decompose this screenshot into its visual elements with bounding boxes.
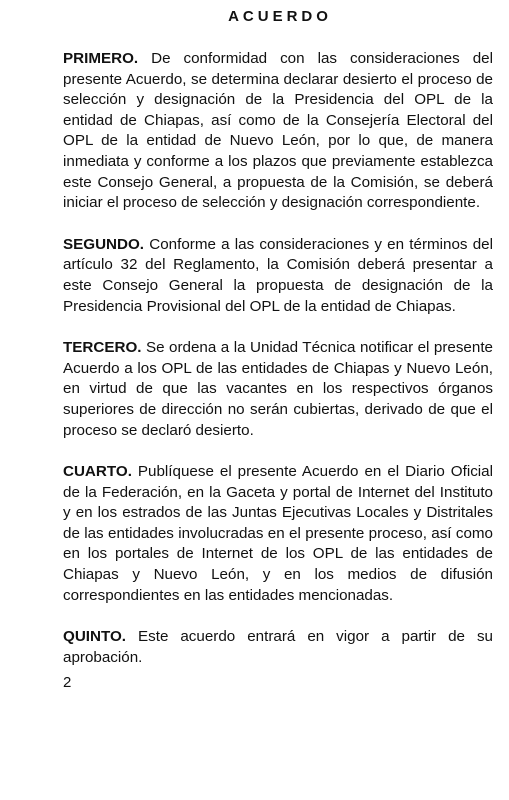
article-heading: TERCERO. [63,339,142,357]
article-text: Se ordena a la Unidad Técnica notificar el presente Acuerdo a los OPL de las entidades de Chiapas y Nuevo León, en virtud de que las vacantes en los respectivos órganos superiores de dirección no serán cubiertas, derivado de que el proceso se declaró desierto. [63,339,493,439]
article-primero [63,49,493,214]
article-heading: SEGUNDO. [63,235,145,253]
article-heading: QUINTO. [63,628,127,646]
article-tercero [63,338,493,441]
article-quinto [63,627,493,668]
article-cuarto [63,462,493,606]
article-text: Conforme a las consideraciones y en términos del artículo 32 del Reglamento, la Comisión deberá presentar a este Consejo General la propuesta de designación de la Presidencia Provisional del OPL de la entidad de Chiapas. [63,235,493,315]
article-heading: CUARTO. [63,463,132,481]
article-text: Este acuerdo entrará en vigor a partir de su aprobación. [63,628,493,666]
document-title: ACUERDO [228,8,332,25]
article-text: Publíquese el presente Acuerdo en el Diario Oficial de la Federación, en la Gaceta y portal de Internet del Instituto y en los estrados de las Juntas Ejecutivas Locales y Distritales de las entidades involucradas en el presente proceso, así como en los portales de Internet de los OPL de las entidades de Chiapas y Nuevo León, y en los medios de difusión correspondientes en las entidades mencionadas. [63,463,493,604]
article-text: De conformidad con las consideraciones del presente Acuerdo, se determina declarar desierto el proceso de selección y designación de la Presidencia del OPL de la entidad de Chiapas, así como de la Consejería Electoral del OPL de la entidad de Nuevo León, por lo que, de manera inmediata y conforme a los plazos que previamente establezca este Consejo General, a propuesta de la Comisión, se deberá iniciar el proceso de selección y designación correspondiente. [63,50,493,212]
article-segundo [63,235,493,317]
article-heading: PRIMERO. [63,50,139,67]
page-number: 2 [63,674,72,692]
